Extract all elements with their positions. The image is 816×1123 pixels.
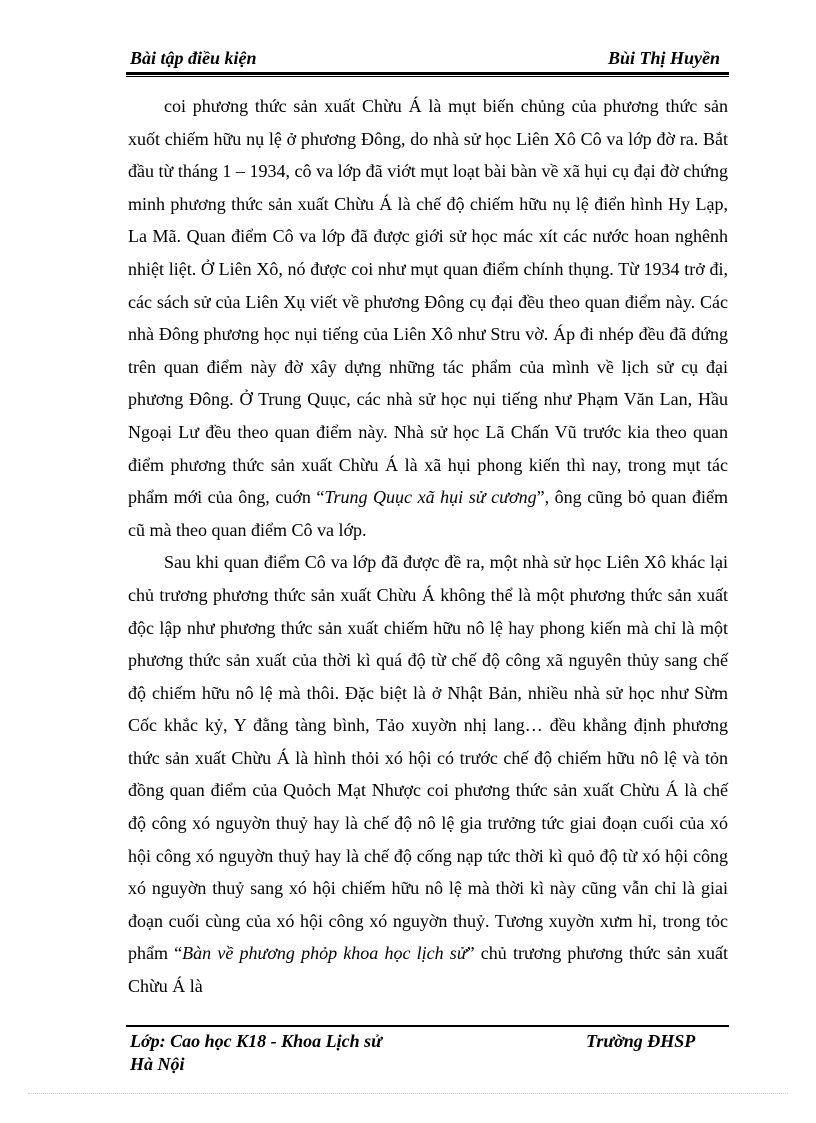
paragraph: [128, 546, 728, 1002]
paragraph-text: ”, ông cũng bỏ quan điểm cũ mà theo quan điểm Cô va lớp.: [128, 487, 728, 540]
page-header-right: Bùi Thị Huyền: [607, 48, 720, 68]
page-footer-left: Lớp: Cao học K18 - Khoa Lịch sử: [130, 1031, 382, 1051]
page-header-left: Bài tập điều kiện: [130, 48, 257, 68]
header-rule-thin: [126, 76, 729, 77]
paragraph: [128, 90, 728, 546]
paragraph-text: ” chủ trương phương thức sản xuất Chừu Á là: [128, 943, 728, 997]
paragraph-text: Sau khi quan điểm Cô va lớp đã được đề ra, một nhà sử học Liên Xô khác lại chủ trương phương thức sản xuất Chừu Á không thể là một phương thức sản xuất độc lập như phương thức sản xuất chiếm hữu nô lệ hay phong kiến mà chỉ là một phương thức sản xuất của thời kì quá độ từ chế độ công xã nguyên thủy sang chế độ chiếm hữu nô lệ mà thôi. Đặc biệt là ở Nhật Bản, nhiều nhà sử học như Sừm Cốc khắc kỷ, Y đằng tàng bình, Tảo xuyờn nhị lang… đều khẳng định phương thức sản xuất Chừu Á là hình thỏi xó hội có trước chế độ chiếm hữu nô lệ và tỏn đồng quan điểm của Quỏch Mạt Nhược coi phương thức sản xuất Chừu Á là chế độ công xó nguyờn thuỷ hay là chế độ nô lệ gia trưởng tức giai đoạn cuối của xó hội công xó nguyờn thuỷ hay là chế độ cống nạp tức thời kì quỏ độ từ xó hội công xó nguyờn thuỷ sang xó hội chiếm hữu nô lệ mà thời kì này cũng vẫn chỉ là giai đoạn cuối cùng của xó hội công xó nguyờn thuỷ. Tương xuyờn xưm hỉ, trong tỏc phẩm “: [128, 552, 728, 964]
paragraph-text: coi phương thức sản xuất Chừu Á là mụt biến chủng của phương thức sản xuốt chiếm hữu nụ lệ ở phương Đông, do nhà sử học Liên Xô Cô va lớp đờ ra. Bắt đầu từ tháng 1 – 1934, cô va lớp đã viớt mụt loạt bài bàn về xã hụi cụ đại đờ chứng minh phương thức sản xuất Chừu Á là chế độ chiếm hữu nụ lệ điển hình Hy Lạp, La Mã. Quan điểm Cô va lớp đã được giới sử học mác xít các nước hoan nghênh nhiệt liệt. Ở Liên Xô, nó được coi như mụt quan điểm chính thụng. Từ 1934 trở đi, các sách sử của Liên Xụ viết về phương Đông cụ đại đều theo quan điểm này. Các nhà Đông phương học nụi tiếng của Liên Xô như Stru vờ. Áp đi nhép đều đã đứng trên quan điểm này đờ xây dựng những tác phẩm của mình về lịch sử cụ đại phương Đông. Ở Trung Quục, các nhà sử học nụi tiếng như Phạm Văn Lan, Hầu Ngoại Lư đều theo quan điểm này. Nhà sử học Lã Chấn Vũ trước kia theo quan điểm phương thức sản xuất Chừu Á là xã hụi phong kiến thì nay, trong mụt tác phẩm mới của ông, cuớn “: [128, 96, 728, 508]
book-title: Trung Quục xã hụi sử cương: [324, 487, 537, 508]
page-footer-line2: Hà Nội: [130, 1054, 185, 1074]
page-bottom-divider: [28, 1093, 788, 1094]
body-text: [128, 90, 728, 1003]
footer-rule: [126, 1025, 729, 1027]
book-title: Bàn về phương phỏp khoa học lịch sử: [182, 943, 467, 964]
page-footer-right: Trường ĐHSP: [586, 1031, 696, 1051]
header-rule-thick: [126, 72, 729, 75]
